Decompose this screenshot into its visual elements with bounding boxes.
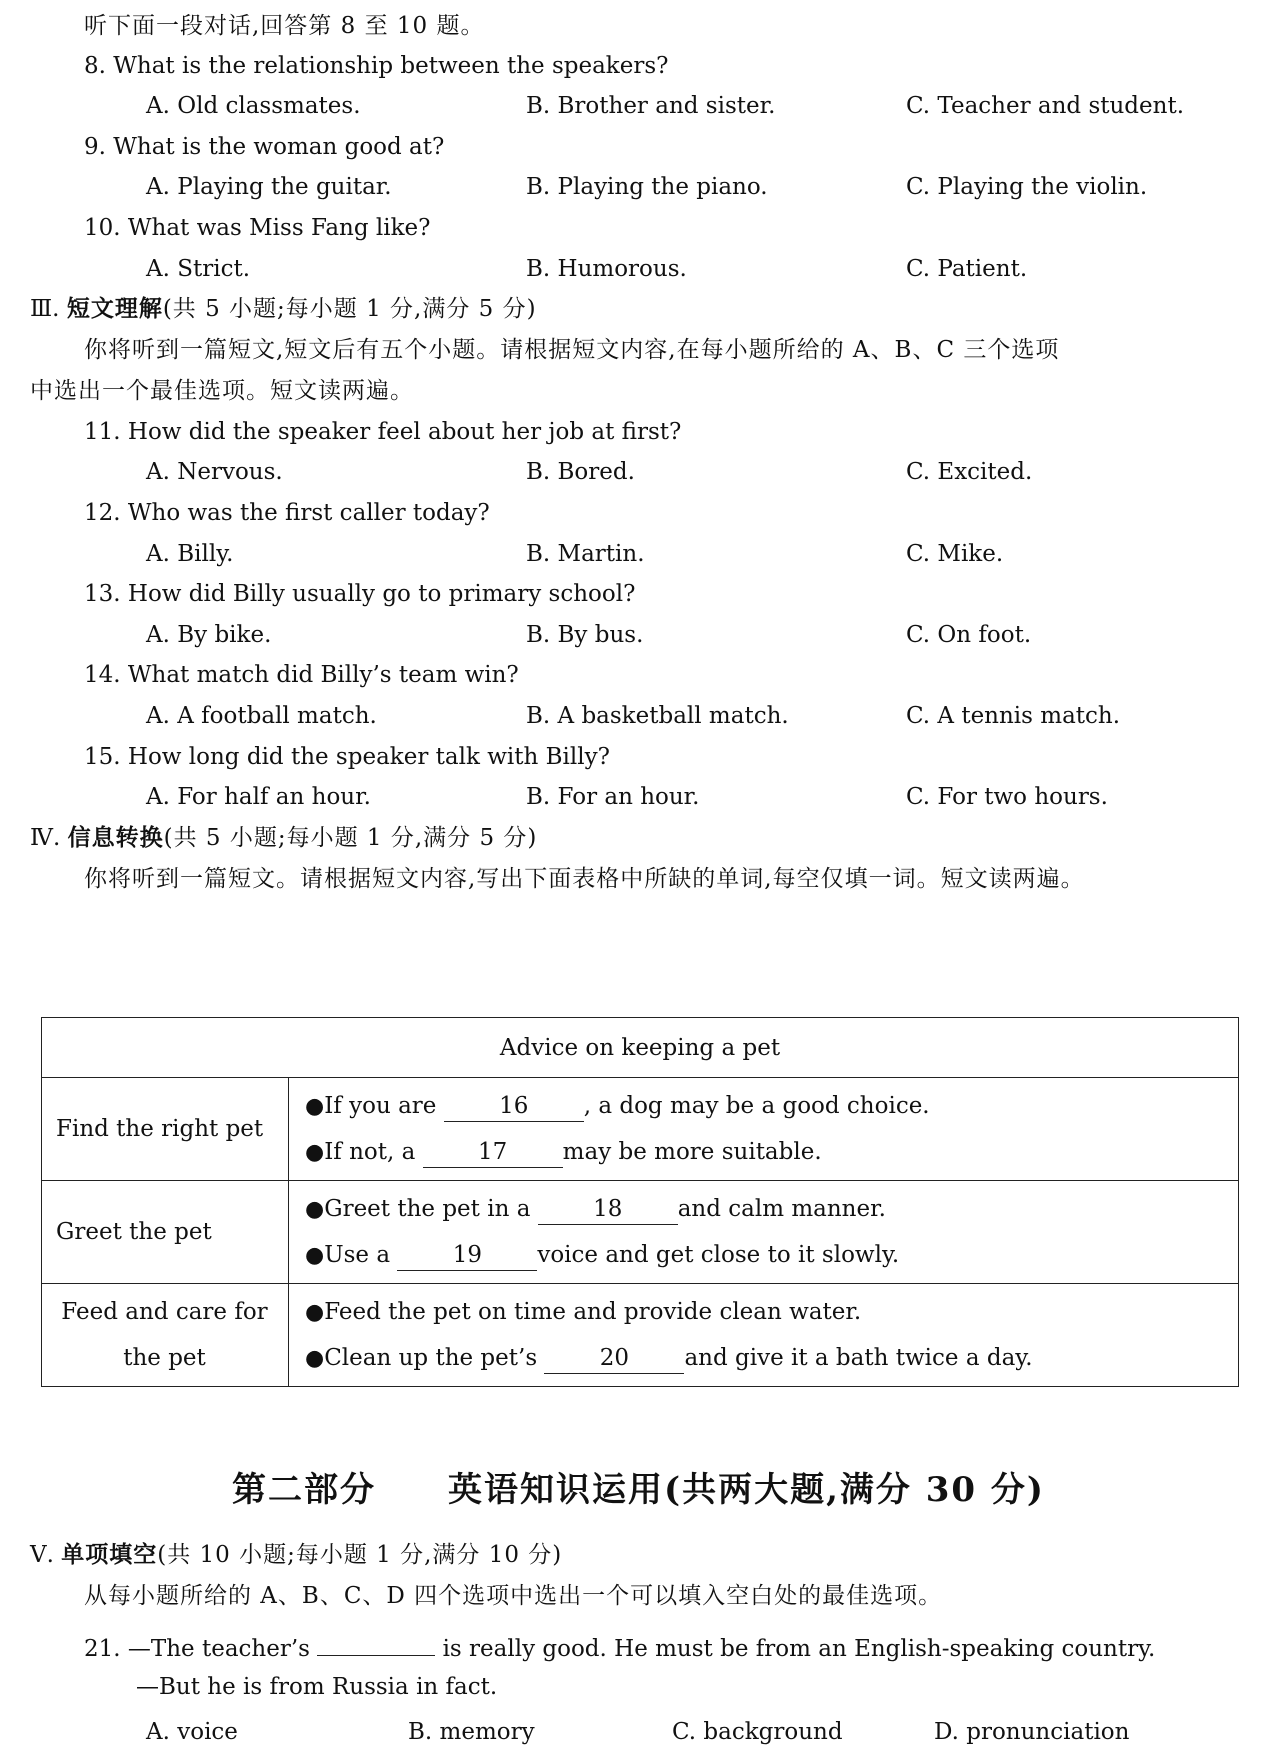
bullet-icon: ● (305, 1300, 325, 1325)
section-4-number: Ⅳ. (30, 825, 61, 851)
answer-blank-21[interactable] (317, 1633, 435, 1656)
option-15c: C. For two hours. (906, 784, 1108, 810)
text: If you are (324, 1093, 437, 1119)
row-content-find-pet (289, 1078, 1239, 1181)
section-5-heading (30, 1541, 562, 1569)
text: , a dog may be a good choice. (583, 1093, 930, 1119)
bullet-icon: ● (305, 1346, 325, 1371)
section-3-instruction-line1: 你将听到一篇短文,短文后有五个小题。请根据短文内容,在每小题所给的 A、B、C 三个选项 (84, 337, 1060, 363)
option-9c: C. Playing the violin. (906, 174, 1148, 200)
bullet-icon: ● (305, 1243, 325, 1268)
table-row (42, 1284, 1239, 1387)
section-3-score: (共 5 小题;每小题 1 分,满分 5 分) (162, 296, 537, 322)
answer-blank-17[interactable]: 17 (423, 1137, 563, 1168)
option-8b: B. Brother and sister. (526, 93, 776, 119)
text: and calm manner. (677, 1196, 886, 1222)
text: Use a (324, 1242, 391, 1268)
option-12a: A. Billy. (146, 541, 234, 567)
part-2-title: 第二部分 英语知识运用(共两大题,满分 30 分) (232, 1470, 1045, 1510)
option-10b: B. Humorous. (526, 256, 687, 282)
question-13: 13. How did Billy usually go to primary school? (84, 581, 636, 607)
section-3-title: 短文理解 (66, 295, 163, 322)
text: voice and get close to it slowly. (537, 1242, 900, 1268)
section-5-instruction: 从每小题所给的 A、B、C、D 四个选项中选出一个可以填入空白处的最佳选项。 (84, 1583, 943, 1609)
option-10a: A. Strict. (146, 256, 251, 282)
section-4-score: (共 5 小题;每小题 1 分,满分 5 分) (163, 825, 538, 851)
question-15: 15. How long did the speaker talk with Billy? (84, 744, 610, 770)
option-15a: A. For half an hour. (146, 784, 371, 810)
question-21-text-pre: —The teacher’s (127, 1636, 310, 1662)
answer-blank-19[interactable]: 19 (397, 1240, 537, 1271)
bullet-icon: ● (305, 1140, 325, 1165)
text: and give it a bath twice a day. (684, 1345, 1033, 1371)
question-9: 9. What is the woman good at? (84, 134, 445, 160)
question-21-line1 (84, 1633, 1155, 1663)
option-9a: A. Playing the guitar. (146, 174, 392, 200)
option-8a: A. Old classmates. (146, 93, 361, 119)
text: may be more suitable. (562, 1139, 822, 1165)
row-label-find-pet: Find the right pet (42, 1078, 289, 1181)
text: Feed the pet on time and provide clean water. (324, 1299, 862, 1325)
question-12: 12. Who was the first caller today? (84, 500, 490, 526)
option-11b: B. Bored. (526, 459, 635, 485)
text: Greet the pet in a (324, 1196, 531, 1222)
answer-blank-16[interactable]: 16 (444, 1091, 584, 1122)
section-4-instruction: 你将听到一篇短文。请根据短文内容,写出下面表格中所缺的单词,每空仅填一词。短文读两遍。 (84, 866, 1085, 892)
table-title: Advice on keeping a pet (42, 1018, 1239, 1078)
option-11c: C. Excited. (906, 459, 1033, 485)
question-14: 14. What match did Billy’s team win? (84, 662, 519, 688)
option-14b: B. A basketball match. (526, 703, 789, 729)
row-label-line2: the pet (123, 1345, 206, 1371)
option-8c: C. Teacher and student. (906, 93, 1185, 119)
option-11a: A. Nervous. (146, 459, 283, 485)
answer-blank-20[interactable]: 20 (544, 1343, 684, 1374)
advice-table (41, 1017, 1239, 1387)
question-8: 8. What is the relationship between the speakers? (84, 53, 669, 79)
row-content-greet-pet (289, 1181, 1239, 1284)
option-14a: A. A football match. (146, 703, 377, 729)
text: Clean up the pet’s (324, 1345, 538, 1371)
option-15b: B. For an hour. (526, 784, 700, 810)
bullet-icon: ● (305, 1094, 325, 1119)
option-13a: A. By bike. (146, 622, 272, 648)
section-5-number: Ⅴ. (30, 1542, 54, 1568)
answer-blank-18[interactable]: 18 (538, 1194, 678, 1225)
row-label-feed-care (42, 1284, 289, 1387)
section-3-number: Ⅲ. (30, 296, 60, 322)
question-21-text-post: is really good. He must be from an English-speaking country. (442, 1636, 1156, 1662)
question-11: 11. How did the speaker feel about her job at first? (84, 419, 682, 445)
question-21-line2: —But he is from Russia in fact. (136, 1674, 498, 1700)
section-4-title: 信息转换 (67, 824, 164, 851)
instruction-8-10: 听下面一段对话,回答第 8 至 10 题。 (84, 13, 485, 39)
row-content-feed-care (289, 1284, 1239, 1387)
question-10: 10. What was Miss Fang like? (84, 215, 431, 241)
text: If not, a (324, 1139, 416, 1165)
section-3-heading (30, 295, 537, 323)
row-label-line1: Feed and care for (61, 1299, 268, 1325)
question-21-number: 21. (84, 1636, 121, 1662)
option-9b: B. Playing the piano. (526, 174, 768, 200)
section-5-title: 单项填空 (61, 1541, 158, 1568)
table-row (42, 1078, 1239, 1181)
option-21c: C. background (672, 1719, 843, 1745)
option-21d: D. pronunciation (934, 1719, 1130, 1745)
bullet-icon: ● (305, 1197, 325, 1222)
option-10c: C. Patient. (906, 256, 1028, 282)
option-21b: B. memory (408, 1719, 535, 1745)
section-3-instruction-line2: 中选出一个最佳选项。短文读两遍。 (30, 378, 414, 404)
option-13b: B. By bus. (526, 622, 644, 648)
option-13c: C. On foot. (906, 622, 1032, 648)
section-4-heading (30, 824, 537, 852)
option-14c: C. A tennis match. (906, 703, 1121, 729)
section-5-score: (共 10 小题;每小题 1 分,满分 10 分) (157, 1542, 563, 1568)
option-12b: B. Martin. (526, 541, 645, 567)
option-12c: C. Mike. (906, 541, 1004, 567)
option-21a: A. voice (146, 1719, 238, 1745)
table-row (42, 1181, 1239, 1284)
row-label-greet-pet: Greet the pet (42, 1181, 289, 1284)
